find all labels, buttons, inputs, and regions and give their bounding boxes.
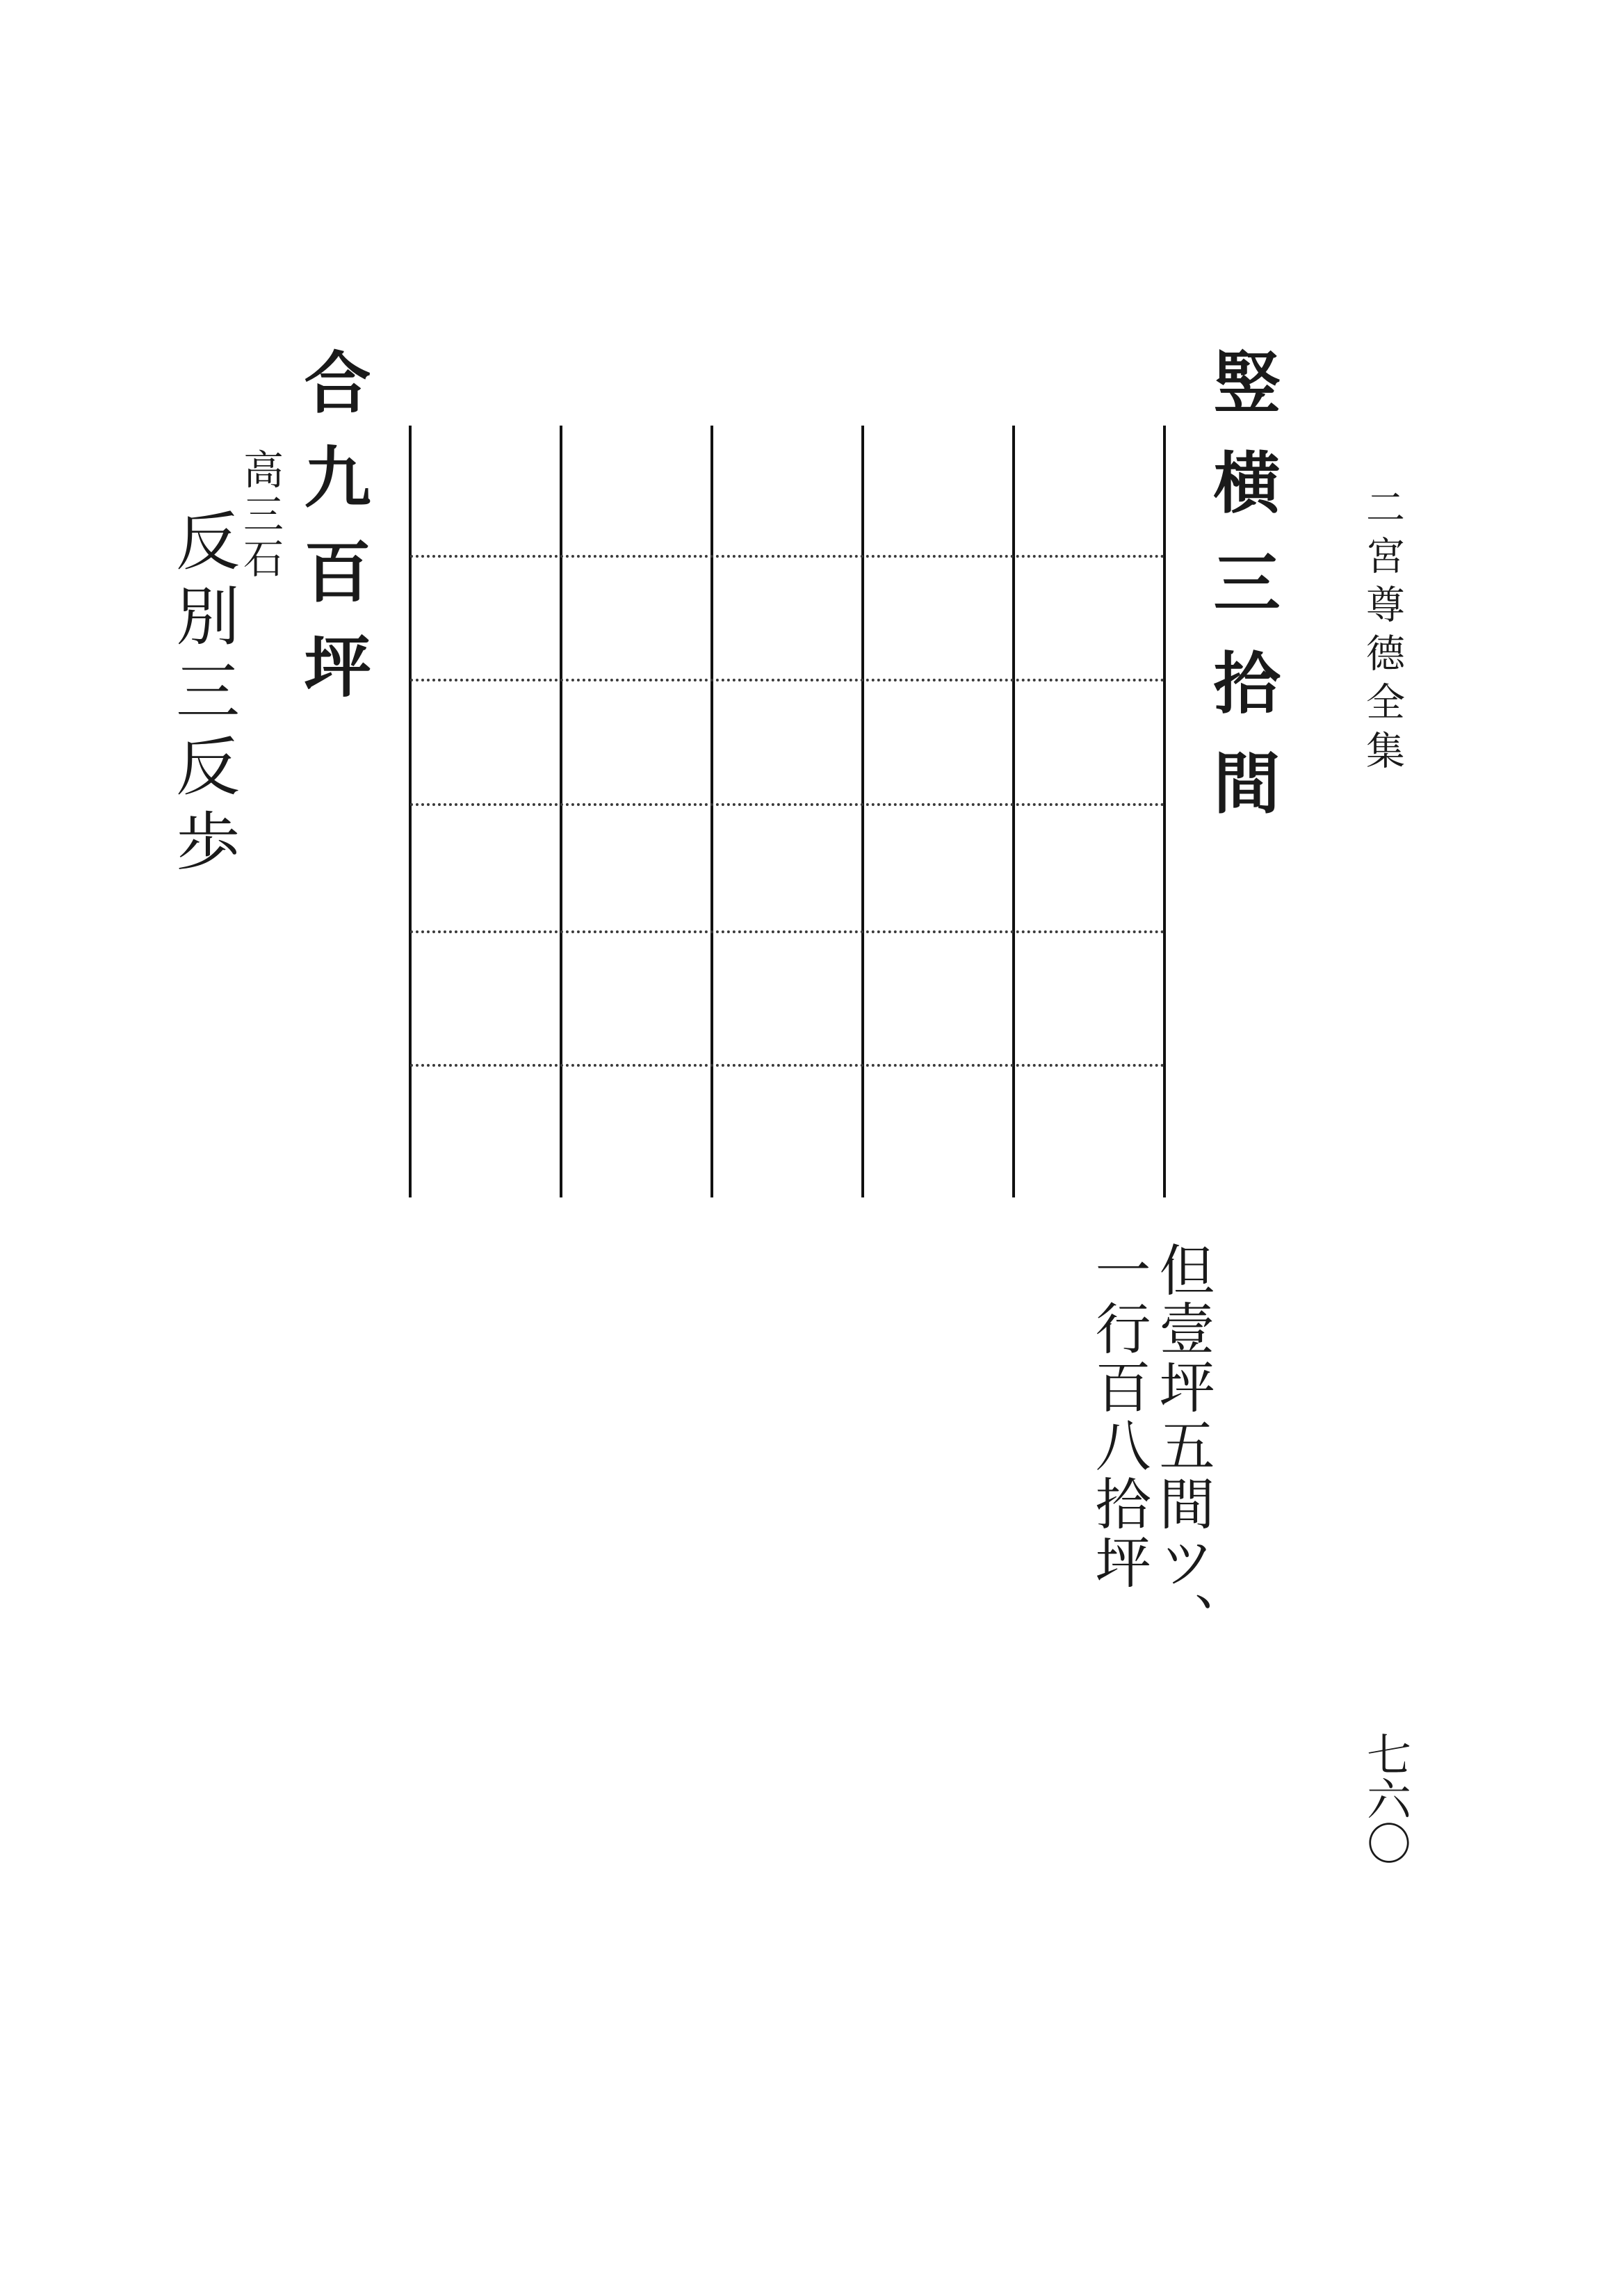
area-measure: 反別三反歩 bbox=[165, 508, 240, 883]
total-area: 合九百坪 bbox=[293, 348, 372, 726]
grid-line-vertical bbox=[409, 426, 412, 1197]
grid-line-vertical bbox=[861, 426, 864, 1197]
grid-line-horizontal bbox=[410, 1064, 1164, 1067]
note-line-1: 但壹坪五間ツ、 bbox=[1150, 1241, 1215, 1650]
grid-line-vertical bbox=[1163, 426, 1166, 1197]
grid-line-horizontal bbox=[410, 803, 1164, 806]
note-line-2: 一行百八拾坪 bbox=[1086, 1241, 1151, 1592]
grid-line-vertical bbox=[710, 426, 713, 1197]
diagram-title: 竪横三拾間 bbox=[1203, 348, 1281, 848]
grid-line-horizontal bbox=[410, 679, 1164, 681]
grid-line-vertical bbox=[1012, 426, 1015, 1197]
grid-line-horizontal bbox=[410, 930, 1164, 933]
page-number: 七六〇 bbox=[1359, 1732, 1411, 1865]
yield-amount: 高三石 bbox=[236, 449, 284, 582]
grid-line-vertical bbox=[560, 426, 562, 1197]
running-header: 二宮尊德全集 bbox=[1360, 487, 1405, 779]
grid-line-horizontal bbox=[410, 555, 1164, 558]
